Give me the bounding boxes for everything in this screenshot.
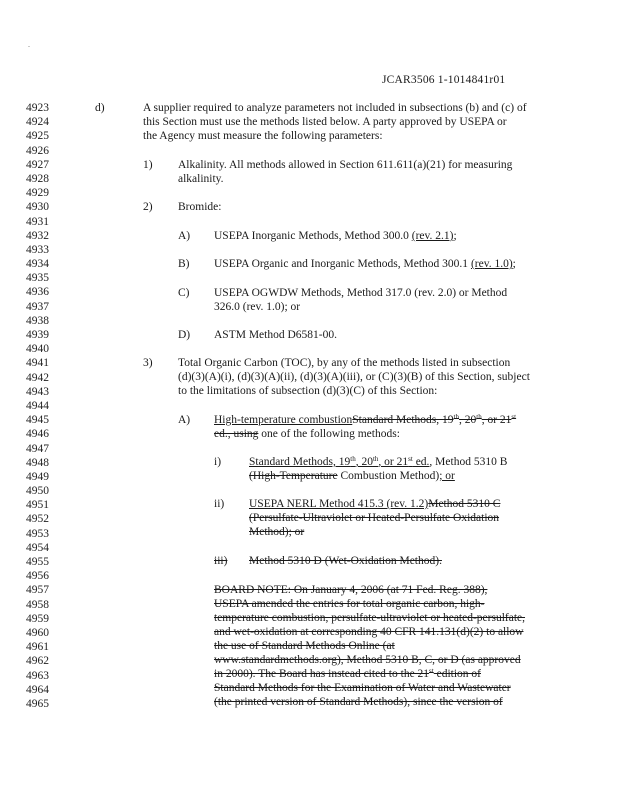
line-number: 4959 bbox=[26, 612, 49, 625]
line-number: 4941 bbox=[26, 357, 49, 370]
line-number: 4931 bbox=[26, 215, 49, 228]
corner-mark: . bbox=[28, 40, 30, 49]
item-2-c-label: C) bbox=[178, 287, 190, 299]
line-number: 4927 bbox=[26, 158, 49, 171]
item-1-line-2: alkalinity. bbox=[178, 173, 224, 185]
item-3-line-3: to the limitations of subsection (d)(3)(C) of this Section: bbox=[178, 385, 438, 397]
board-note-line-1: BOARD NOTE: On January 4, 2006 (at 71 Fed. Reg. 388), bbox=[214, 584, 488, 596]
item-2-d-label: D) bbox=[178, 329, 191, 341]
line-number: 4949 bbox=[26, 470, 49, 483]
item-2-b-label: B) bbox=[178, 258, 190, 270]
line-number: 4934 bbox=[26, 258, 49, 271]
board-note-line-4: and wet-oxidation at corresponding 40 CFR 141.131(d)(2) to allow bbox=[214, 626, 524, 638]
item-2-title: Bromide: bbox=[178, 201, 222, 213]
board-note-line-5: the use of Standard Methods Online (at bbox=[214, 640, 395, 652]
line-number: 4944 bbox=[26, 399, 49, 412]
item-3-a-i-line-1: Standard Methods, 19th, 20th, or 21st ed., Method 5310 B bbox=[249, 455, 508, 468]
line-number: 4936 bbox=[26, 286, 49, 299]
item-3-a-ii-label: ii) bbox=[214, 498, 225, 510]
board-note-line-7: in 2000). The Board has instead cited to the 21st edition of bbox=[214, 667, 481, 680]
line-number: 4961 bbox=[26, 641, 49, 654]
line-number: 4926 bbox=[26, 144, 49, 157]
board-note-line-9: (the printed version of Standard Methods), since the version of bbox=[214, 696, 503, 708]
line-number: 4924 bbox=[26, 116, 49, 129]
line-number: 4953 bbox=[26, 527, 49, 540]
item-2-a-text: USEPA Inorganic Methods, Method 300.0 (rev. 2.1); bbox=[214, 230, 457, 242]
line-number: 4958 bbox=[26, 598, 49, 611]
item-3-line-1: Total Organic Carbon (TOC), by any of the methods listed in subsection bbox=[178, 357, 511, 369]
line-number: 4928 bbox=[26, 172, 49, 185]
item-3-a-line-2: ed., using one of the following methods: bbox=[214, 428, 400, 440]
line-number: 4937 bbox=[26, 300, 49, 313]
line-number: 4939 bbox=[26, 329, 49, 341]
item-3-a-label: A) bbox=[178, 414, 191, 426]
line-number: 4963 bbox=[26, 669, 49, 682]
line-number: 4950 bbox=[26, 485, 49, 498]
subsection-d-label: d) bbox=[95, 102, 105, 114]
line-number: 4930 bbox=[26, 201, 49, 214]
line-number-column bbox=[26, 101, 49, 711]
subsection-d-line-2: this Section must use the methods listed below. A party approved by USEPA or bbox=[143, 116, 507, 128]
line-number: 4957 bbox=[26, 584, 49, 597]
line-number: 4925 bbox=[26, 130, 49, 143]
subsection-d-line-1: A supplier required to analyze parameters not included in subsections (b) and (c) of bbox=[143, 102, 527, 114]
item-2-d-text: ASTM Method D6581-00. bbox=[214, 329, 337, 341]
line-number: 4943 bbox=[26, 385, 49, 398]
subsection-d-line-3: the Agency must measure the following parameters: bbox=[143, 130, 383, 142]
line-number: 4940 bbox=[26, 343, 49, 356]
line-number: 4929 bbox=[26, 187, 49, 200]
line-number: 4965 bbox=[26, 697, 49, 710]
item-2-b-text: USEPA Organic and Inorganic Methods, Method 300.1 (rev. 1.0); bbox=[214, 258, 516, 270]
item-2-c-line-2: 326.0 (rev. 1.0); or bbox=[214, 301, 301, 313]
item-2-label: 2) bbox=[143, 201, 153, 213]
line-number: 4935 bbox=[26, 272, 49, 285]
line-number: 4954 bbox=[26, 541, 49, 554]
item-3-a-i-label: i) bbox=[214, 456, 222, 468]
line-number: 4948 bbox=[26, 456, 49, 469]
line-number: 4942 bbox=[26, 371, 49, 384]
line-number: 4962 bbox=[26, 655, 49, 668]
item-3-a-line-1: High-temperature combustionStandard Methods, 19th, 20th, or 21st bbox=[214, 413, 517, 426]
board-note-line-8: Standard Methods for the Examination of Water and Wastewater bbox=[214, 682, 511, 694]
line-number: 4952 bbox=[26, 513, 49, 526]
line-number: 4947 bbox=[26, 442, 49, 455]
item-3-a-iii-label: iii) bbox=[214, 555, 228, 567]
board-note-line-3: temperature combustion, persulfate-ultraviolet or heated-persulfate, bbox=[214, 612, 526, 624]
line-number: 4923 bbox=[26, 102, 49, 114]
line-number: 4955 bbox=[26, 556, 49, 568]
item-3-a-ii-line-3: Method); or bbox=[249, 526, 305, 538]
item-2-c-line-1: USEPA OGWDW Methods, Method 317.0 (rev. 2.0) or Method bbox=[214, 287, 508, 299]
board-note-line-6: www.standardmethods.org), Method 5310 B, C, or D (as approved bbox=[214, 654, 521, 666]
line-number: 4933 bbox=[26, 243, 49, 256]
line-number: 4932 bbox=[26, 229, 49, 242]
item-2-a-label: A) bbox=[178, 230, 191, 242]
item-1-line-1: Alkalinity. All methods allowed in Section 611.611(a)(21) for measuring bbox=[178, 159, 513, 171]
line-number: 4960 bbox=[26, 626, 49, 639]
item-3-a-ii-line-1: USEPA NERL Method 415.3 (rev. 1.2)Method 5310 C bbox=[249, 498, 501, 510]
item-3-a-ii-line-2: (Persulfate-Ultraviolet or Heated-Persulfate Oxidation bbox=[249, 512, 500, 524]
line-number: 4945 bbox=[26, 414, 49, 427]
item-3-line-2: (d)(3)(A)(i), (d)(3)(A)(ii), (d)(3)(A)(iii), or (C)(3)(B) of this Section, subject bbox=[178, 371, 530, 383]
item-3-label: 3) bbox=[143, 357, 153, 369]
line-number: 4964 bbox=[26, 683, 49, 696]
line-number: 4946 bbox=[26, 428, 49, 441]
line-number: 4951 bbox=[26, 499, 49, 512]
document-id-header: JCAR3506 1-1014841r01 bbox=[382, 74, 506, 86]
item-3-a-iii-text: Method 5310 D (Wet-Oxidation Method). bbox=[249, 555, 442, 567]
item-1-label: 1) bbox=[143, 159, 153, 171]
line-number: 4956 bbox=[26, 570, 49, 583]
line-number: 4938 bbox=[26, 314, 49, 327]
board-note-line-2: USEPA amended the entries for total organic carbon, high- bbox=[214, 598, 485, 610]
item-3-a-i-line-2: (High-Temperature Combustion Method); or bbox=[249, 470, 455, 482]
